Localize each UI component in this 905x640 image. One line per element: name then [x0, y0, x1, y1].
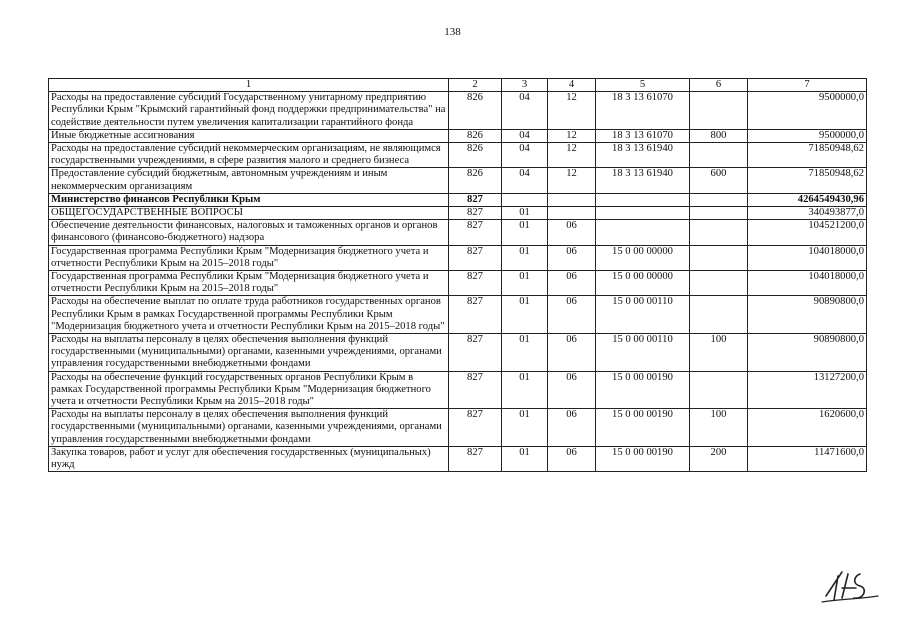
section-cell — [502, 193, 548, 206]
expense-name-cell: Иные бюджетные ассигнования — [49, 129, 449, 142]
target-article-cell: 15 0 00 00110 — [596, 296, 690, 334]
amount-cell: 9500000,0 — [748, 129, 867, 142]
target-article-cell: 15 0 00 00000 — [596, 245, 690, 270]
handwritten-page-number — [820, 566, 880, 606]
ministry-code-cell: 826 — [449, 129, 502, 142]
section-cell: 04 — [502, 129, 548, 142]
section-cell: 01 — [502, 334, 548, 372]
subsection-cell: 06 — [548, 409, 596, 447]
table-row — [49, 446, 867, 471]
amount-cell: 13127200,0 — [748, 371, 867, 409]
target-article-cell — [596, 220, 690, 245]
ministry-code-cell: 827 — [449, 334, 502, 372]
subsection-cell: 06 — [548, 271, 596, 296]
section-cell: 04 — [502, 168, 548, 193]
table-row — [49, 207, 867, 220]
ministry-code-cell: 827 — [449, 220, 502, 245]
subsection-cell — [548, 193, 596, 206]
target-article-cell: 15 0 00 00190 — [596, 446, 690, 471]
subsection-cell — [548, 207, 596, 220]
expense-name-cell: ОБЩЕГОСУДАРСТВЕННЫЕ ВОПРОСЫ — [49, 207, 449, 220]
table-row — [49, 193, 867, 206]
expense-name-cell: Расходы на предоставление субсидий некоммерческим организациям, не являющимся государственными учреждениями, в сфере развития малого и среднего бизнеса — [49, 143, 449, 168]
table-row — [49, 371, 867, 409]
amount-cell: 11471600,0 — [748, 446, 867, 471]
target-article-cell: 15 0 00 00190 — [596, 371, 690, 409]
expense-name-cell: Закупка товаров, работ и услуг для обеспечения государственных (муниципальных) нужд — [49, 446, 449, 471]
expense-type-cell — [690, 245, 748, 270]
section-cell: 01 — [502, 271, 548, 296]
amount-cell: 9500000,0 — [748, 92, 867, 130]
subsection-cell: 06 — [548, 245, 596, 270]
subsection-cell: 12 — [548, 143, 596, 168]
amount-cell: 104018000,0 — [748, 245, 867, 270]
amount-cell: 104521200,0 — [748, 220, 867, 245]
target-article-cell — [596, 193, 690, 206]
table-row — [49, 334, 867, 372]
table-row — [49, 168, 867, 193]
ministry-code-cell: 826 — [449, 168, 502, 193]
table-row — [49, 220, 867, 245]
target-article-cell: 18 3 13 61070 — [596, 129, 690, 142]
table-row — [49, 129, 867, 142]
amount-cell: 4264549430,96 — [748, 193, 867, 206]
expense-name-cell: Расходы на выплаты персоналу в целях обеспечения выполнения функций государственными (муниципальными) органами, казенными учреждениями, органами управления государственными внебюджетными фондами — [49, 409, 449, 447]
expense-type-cell — [690, 207, 748, 220]
expense-name-cell: Обеспечение деятельности финансовых, налоговых и таможенных органов и органов финансового (финансово-бюджетного) надзора — [49, 220, 449, 245]
amount-cell: 1620600,0 — [748, 409, 867, 447]
section-cell: 01 — [502, 220, 548, 245]
section-cell: 01 — [502, 446, 548, 471]
amount-cell: 71850948,62 — [748, 168, 867, 193]
expense-type-cell — [690, 220, 748, 245]
section-cell: 01 — [502, 245, 548, 270]
subsection-cell: 12 — [548, 168, 596, 193]
section-cell: 01 — [502, 409, 548, 447]
ministry-code-cell: 827 — [449, 409, 502, 447]
table-row — [49, 409, 867, 447]
expense-name-cell: Государственная программа Республики Крым "Модернизация бюджетного учета и отчетности Республики Крым на 2015–2018 годы" — [49, 271, 449, 296]
budget-table — [48, 78, 867, 472]
section-cell: 01 — [502, 207, 548, 220]
expense-type-cell — [690, 143, 748, 168]
amount-cell: 340493877,0 — [748, 207, 867, 220]
expense-name-cell: Расходы на предоставление субсидий Государственному унитарному предприятию Республики Крым "Крымский гарантийный фонд поддержки предпринимательства" на содействие деятельности путем увеличения капитализации гарантийного фонда — [49, 92, 449, 130]
expense-type-cell — [690, 371, 748, 409]
expense-name-cell: Расходы на выплаты персоналу в целях обеспечения выполнения функций государственными (муниципальными) органами, казенными учреждениями, органами управления государственными внебюджетными фондами — [49, 334, 449, 372]
subsection-cell: 06 — [548, 371, 596, 409]
page-number: 138 — [444, 26, 461, 38]
amount-cell: 104018000,0 — [748, 271, 867, 296]
expense-type-cell: 100 — [690, 334, 748, 372]
subsection-cell: 12 — [548, 129, 596, 142]
header-cell: 6 — [690, 79, 748, 92]
section-cell: 04 — [502, 143, 548, 168]
amount-cell: 90890800,0 — [748, 334, 867, 372]
expense-name-cell: Министерство финансов Республики Крым — [49, 193, 449, 206]
target-article-cell: 15 0 00 00110 — [596, 334, 690, 372]
ministry-code-cell: 827 — [449, 296, 502, 334]
header-cell: 5 — [596, 79, 690, 92]
target-article-cell: 18 3 13 61940 — [596, 143, 690, 168]
header-cell: 4 — [548, 79, 596, 92]
expense-name-cell: Предоставление субсидий бюджетным, автономным учреждениям и иным некоммерческим организациям — [49, 168, 449, 193]
expense-type-cell — [690, 296, 748, 334]
table-row — [49, 245, 867, 270]
ministry-code-cell: 827 — [449, 245, 502, 270]
header-cell: 7 — [748, 79, 867, 92]
header-cell: 3 — [502, 79, 548, 92]
ministry-code-cell: 827 — [449, 271, 502, 296]
target-article-cell: 18 3 13 61940 — [596, 168, 690, 193]
target-article-cell: 18 3 13 61070 — [596, 92, 690, 130]
target-article-cell — [596, 207, 690, 220]
ministry-code-cell: 827 — [449, 207, 502, 220]
expense-type-cell — [690, 271, 748, 296]
target-article-cell: 15 0 00 00000 — [596, 271, 690, 296]
subsection-cell: 06 — [548, 220, 596, 245]
expense-type-cell: 200 — [690, 446, 748, 471]
expense-type-cell — [690, 193, 748, 206]
expense-type-cell: 100 — [690, 409, 748, 447]
expense-type-cell: 800 — [690, 129, 748, 142]
table-row — [49, 143, 867, 168]
amount-cell: 71850948,62 — [748, 143, 867, 168]
subsection-cell: 06 — [548, 296, 596, 334]
expense-name-cell: Государственная программа Республики Крым "Модернизация бюджетного учета и отчетности Республики Крым на 2015–2018 годы" — [49, 245, 449, 270]
ministry-code-cell: 827 — [449, 446, 502, 471]
expense-type-cell: 600 — [690, 168, 748, 193]
header-cell: 1 — [49, 79, 449, 92]
subsection-cell: 06 — [548, 334, 596, 372]
header-row — [49, 79, 867, 92]
header-cell: 2 — [449, 79, 502, 92]
section-cell: 01 — [502, 371, 548, 409]
subsection-cell: 12 — [548, 92, 596, 130]
ministry-code-cell: 826 — [449, 92, 502, 130]
subsection-cell: 06 — [548, 446, 596, 471]
table-row — [49, 271, 867, 296]
expense-type-cell — [690, 92, 748, 130]
table-row — [49, 296, 867, 334]
ministry-code-cell: 826 — [449, 143, 502, 168]
section-cell: 04 — [502, 92, 548, 130]
ministry-code-cell: 827 — [449, 371, 502, 409]
target-article-cell: 15 0 00 00190 — [596, 409, 690, 447]
section-cell: 01 — [502, 296, 548, 334]
amount-cell: 90890800,0 — [748, 296, 867, 334]
expense-name-cell: Расходы на обеспечение выплат по оплате труда работников государственных органов Республики Крым в рамках Государственной программы Республики Крым "Модернизация бюджетного учета и отчетности Республики Крым на 2015–2018 годы" — [49, 296, 449, 334]
expense-name-cell: Расходы на обеспечение функций государственных органов Республики Крым в рамках Государственной программы Республики Крым "Модернизация бюджетного учета и отчетности Республики Крым на 2015–2018 годы" — [49, 371, 449, 409]
ministry-code-cell: 827 — [449, 193, 502, 206]
table-row — [49, 92, 867, 130]
